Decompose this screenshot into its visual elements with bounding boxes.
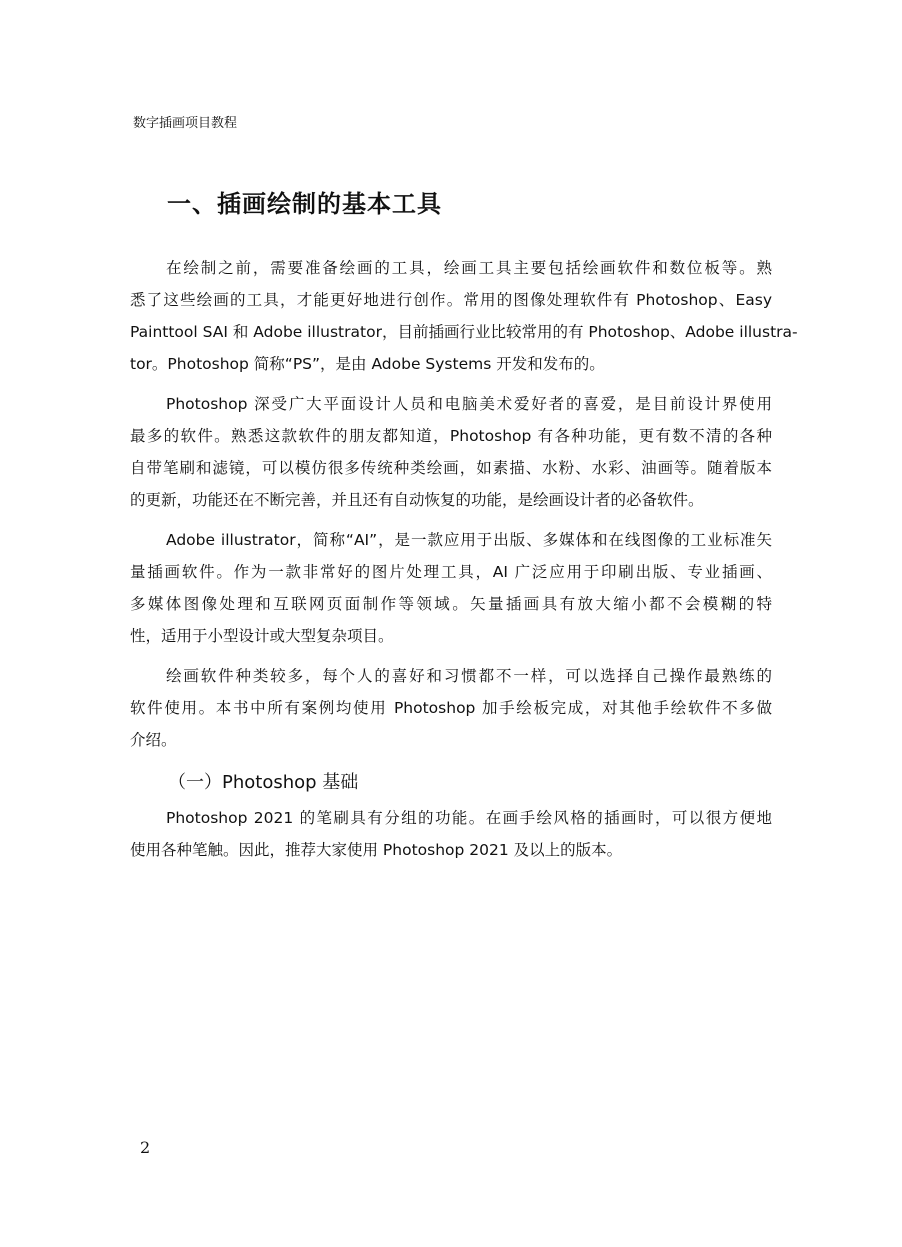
paragraph [130,660,772,756]
text-line: 最多的软件。熟悉这款软件的朋友都知道，Photoshop 有各种功能，更有数不清的各种 [130,427,772,445]
text-line: Photoshop 深受广大平面设计人员和电脑美术爱好者的喜爱，是目前设计界使用 [166,395,772,413]
text-line: 多媒体图像处理和互联网页面制作等领域。矢量插画具有放大缩小都不会模糊的特 [130,595,772,613]
running-head: 数字插画项目教程 [133,116,238,131]
page-number: 2 [140,1138,151,1157]
text-line: 自带笔刷和滤镜，可以模仿很多传统种类绘画，如素描、水粉、水彩、油画等。随着版本 [130,459,772,477]
text-line: Adobe illustrator，简称“AI”，是一款应用于出版、多媒体和在线图像的工业标准矢 [166,531,772,549]
section-title: 一、插画绘制的基本工具 [167,190,442,218]
text-line: 软件使用。本书中所有案例均使用 Photoshop 加手绘板完成，对其他手绘软件不多做 [130,699,772,717]
subsection-heading: （一）Photoshop 基础 [168,772,359,793]
text-line: 使用各种笔触。因此，推荐大家使用 Photoshop 2021 及以上的版本。 [130,841,623,859]
text-line: 绘画软件种类较多，每个人的喜好和习惯都不一样，可以选择自己操作最熟练的 [166,667,772,685]
text-line: 介绍。 [130,731,177,749]
paragraph [130,252,798,380]
paragraph [130,388,772,516]
paragraph [130,524,772,652]
text-line: 性，适用于小型设计或大型复杂项目。 [130,627,394,645]
text-line: 的更新，功能还在不断完善，并且还有自动恢复的功能，是绘画设计者的必备软件。 [130,491,704,509]
text-line: Photoshop 2021 的笔刷具有分组的功能。在画手绘风格的插画时，可以很方便地 [166,809,772,827]
text-line: 悉了这些绘画的工具，才能更好地进行创作。常用的图像处理软件有 Photoshop、Easy [130,291,772,309]
text-line: 在绘制之前，需要准备绘画的工具，绘画工具主要包括绘画软件和数位板等。熟 [166,259,772,277]
text-line: tor。Photoshop 简称“PS”，是由 Adobe Systems 开发和发布的。 [130,355,605,373]
text-line: 量插画软件。作为一款非常好的图片处理工具，AI 广泛应用于印刷出版、专业插画、 [130,563,772,581]
paragraph [130,802,772,866]
text-line: Painttool SAI 和 Adobe illustrator，目前插画行业比较常用的有 Photoshop、Adobe illustra- [130,323,798,341]
